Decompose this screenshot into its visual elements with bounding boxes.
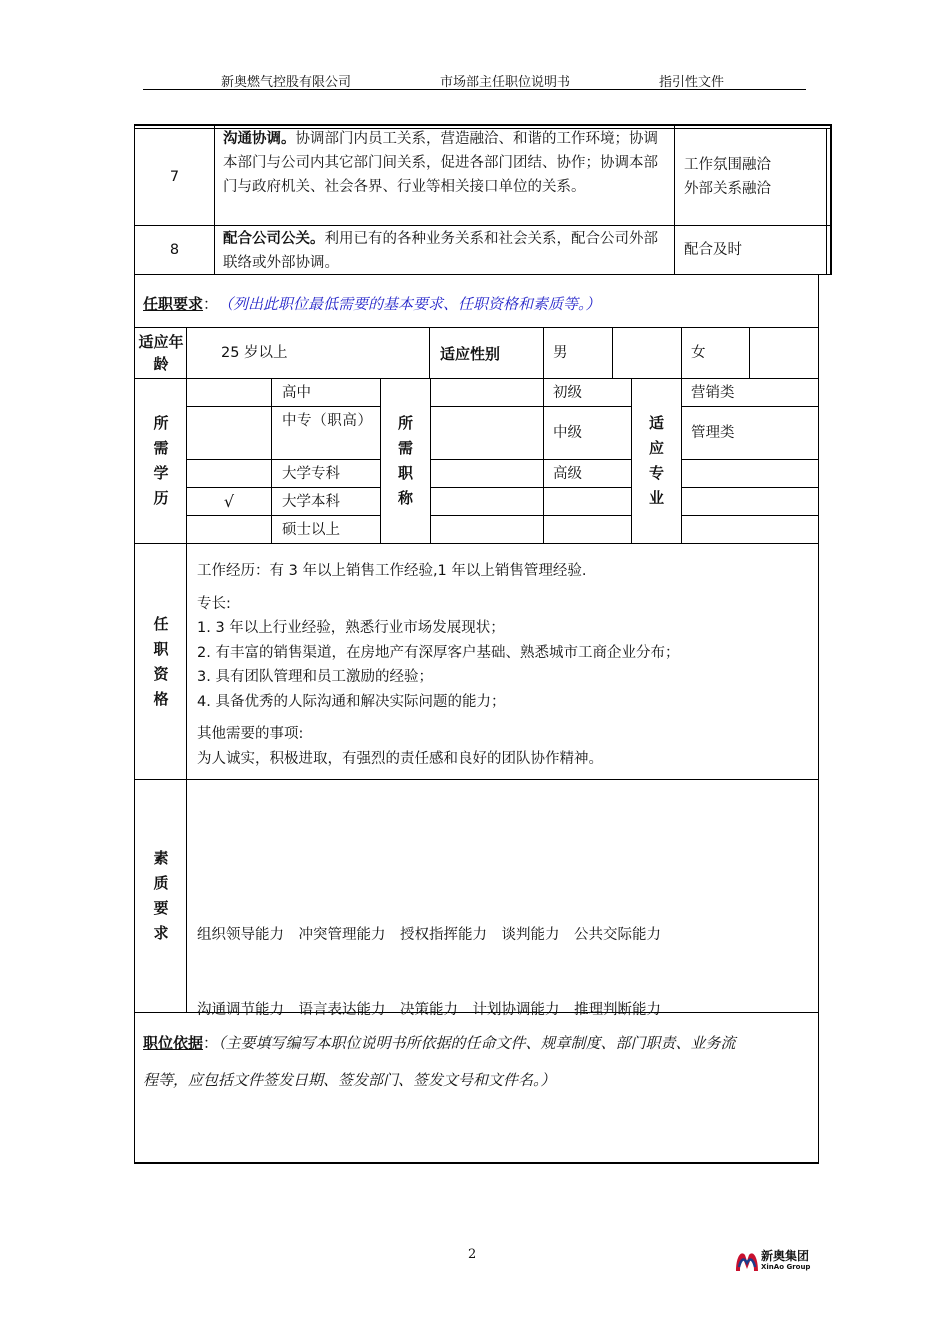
education-option: 大学专科 [282,465,340,482]
duty-content [223,127,669,223]
duty-no: 8 [169,242,180,258]
duty-no: 7 [169,169,180,185]
title-level: 中级 [553,425,582,441]
basis-colon: ： [203,1034,219,1052]
logo-text-en: XinAo Group [761,1263,811,1271]
requirements-heading [143,280,813,326]
requirements-colon: ： [203,294,219,313]
title-req-label: 所需职称 [397,414,413,507]
qualification-experience: 工作经历：有 3 年以上销售工作经验,1 年以上销售管理经验. [197,563,587,579]
duty-desc: 利用已有的各种业务关系和社会关系，配合公司外部联络或外部协调。 [223,231,658,271]
major-label: 适应专业 [648,414,664,507]
duty-title: 配合公司公关。 [223,231,325,247]
quality-label: 素质要求 [153,849,169,942]
major-option: 管理类 [691,425,735,441]
age-label: 适应年龄 [138,333,184,373]
header-doc-title: 市场部主任职位说明书 [440,75,571,90]
logo-text-cn: 新奥集团 [761,1249,810,1263]
company-logo [733,1245,823,1277]
quality-content [197,873,812,1018]
qualification-content [197,559,812,779]
qualification-skills-label: 专长: [197,595,231,612]
education-label: 所需学历 [153,414,169,507]
basis-content [143,1025,815,1105]
qualification-skill: 1. 3 年以上行业经验，熟悉行业市场发展现状； [197,620,505,636]
title-level: 初级 [553,384,582,401]
qualification-other-label: 其他需要的事项: [197,726,304,742]
header-company: 新奥燃气控股有限公司 [221,75,352,90]
gender-label: 适应性别 [440,344,501,363]
qualification-label: 任职资格 [153,614,169,708]
age-value: 25 岁以上 [221,345,288,361]
basis-title: 职位依据 [143,1034,204,1052]
duty-desc: 协调部门内员工关系，营造融洽、和谐的工作环境；协调本部门与公司内其它部门间关系，促进各部门团结、协作；协调本部门与政府机关、社会各界、行业等相关接口单位的关系。 [223,131,658,195]
duty-standard: 配合及时 [684,242,742,258]
header-divider [143,89,806,90]
qualification-other: 为人诚实，积极进取，有强烈的责任感和良好的团队协作精神。 [197,750,603,767]
basis-note: 程等，应包括文件签发日期、签发部门、签发文号和文件名。） [143,1071,556,1089]
duty-title: 沟通协调。 [223,131,296,147]
qualification-skill: 4. 具备优秀的人际沟通和解决实际问题的能力； [197,693,506,710]
education-checkmark: √ [223,492,235,511]
quality-line: 沟通调节能力 语言表达能力 决策能力 计划协调能力 推理判断能力 [197,1002,661,1018]
requirements-title: 任职要求 [143,294,204,313]
duty-standard-line: 工作氛围融洽 [684,157,771,173]
education-option: 中专（职高） [282,413,372,429]
page-number: 2 [468,1247,477,1262]
major-option: 营销类 [691,384,735,401]
quality-line: 组织领导能力 冲突管理能力 授权指挥能力 谈判能力 公共交际能力 [197,927,661,943]
qualification-skill: 2. 有丰富的销售渠道，在房地产有深厚客户基础、熟悉城市工商企业分布； [197,644,680,661]
header-doc-type: 指引性文件 [659,75,725,90]
requirements-note: （列出此职位最低需要的基本要求、任职资格和素质等。） [218,294,601,313]
duty-content [223,227,669,275]
gender-male: 男 [553,345,568,361]
education-option: 硕士以上 [282,521,340,538]
title-level: 高级 [553,465,582,482]
qualification-skill: 3. 具有团队管理和员工激励的经验； [197,669,433,685]
education-option: 大学本科 [282,493,340,510]
education-option: 高中 [282,384,311,401]
basis-note: （主要填写编写本职位说明书所依据的任命文件、规章制度、部门职责、业务流 [218,1034,736,1052]
duty-standard [684,129,824,225]
duty-standard-line: 外部关系融洽 [684,181,771,197]
gender-female: 女 [691,345,706,361]
logo-mark-icon [733,1247,761,1275]
